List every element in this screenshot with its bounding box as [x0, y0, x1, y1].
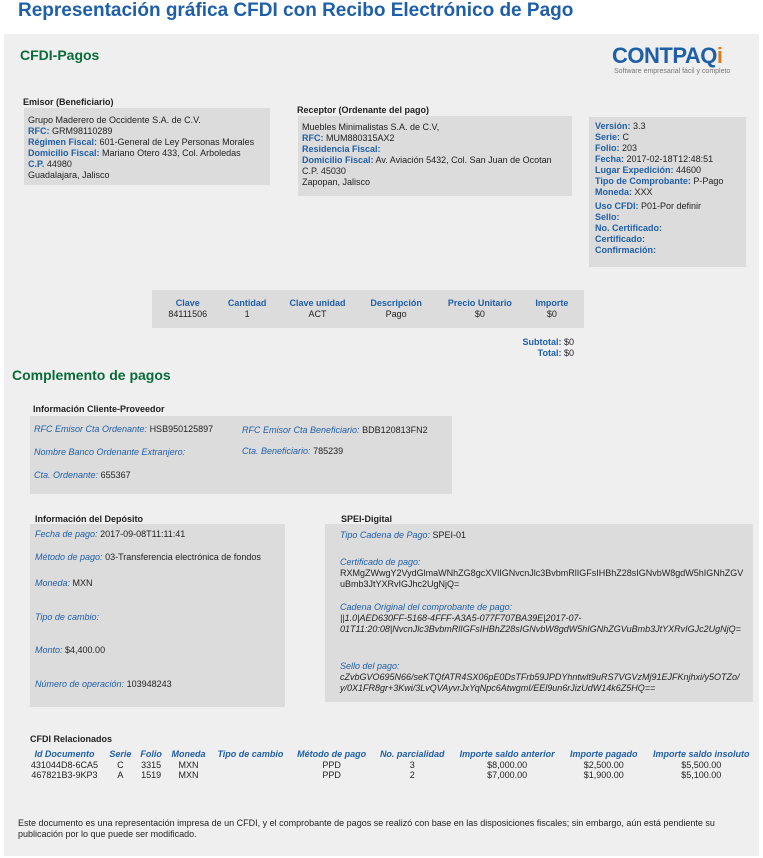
certificado-pago-line1: RXMgZWwgY2VydGlmaWNhZG8gcXVlIGNvcnJlc3BvbmRlIGFsIHBhZ28sIGNvbW8gdW5hIGNhZGV [340, 568, 744, 578]
col-clave: Clave [175, 298, 200, 308]
certificado-label: Certificado: [595, 234, 646, 244]
moneda-label: Moneda: [595, 187, 632, 197]
receptor-domicilio: Av. Aviación 5432, Col. San Juan de Ocotan [375, 155, 552, 165]
fecha-pago-label: Fecha de pago: [35, 529, 98, 539]
tipo-comprobante-label: Tipo de Comprobante: [595, 176, 691, 186]
cell: $5,100.00 [681, 770, 722, 780]
cell: $1,900.00 [583, 770, 624, 780]
metodo-pago-value: 03-Transferencia electrónica de fondos [105, 552, 261, 562]
rfc-beneficiario-label: RFC Emisor Cta Beneficiario: [242, 425, 360, 435]
deposito-box [30, 524, 285, 707]
logo-brand-i: i [716, 43, 723, 68]
sello-label: Sello: [595, 212, 620, 222]
emisor-box [24, 108, 270, 185]
col-precio-unitario: Precio Unitario [447, 298, 512, 308]
cell: 3 [409, 760, 415, 770]
confirmacion-label: Confirmación: [595, 245, 657, 255]
spei-heading: SPEI-Digital [341, 514, 393, 524]
numero-operacion-value: 103948243 [126, 679, 172, 689]
emisor-rfc-label: RFC: [28, 126, 50, 136]
conceptos-table [158, 298, 578, 320]
cfdi-heading: CFDI-Pagos [20, 47, 100, 63]
lugar-label: Lugar Expedición: [595, 165, 674, 175]
conceptos-header-row [158, 298, 578, 309]
receptor-domicilio-label: Domicilio Fiscal: [302, 155, 374, 165]
col-cantidad: Cantidad [227, 298, 267, 308]
numero-operacion-label: Número de operación: [35, 679, 125, 689]
col-importe-pagado: Importe pagado [570, 749, 638, 759]
receptor-cp: C.P. 45030 [302, 166, 346, 176]
col-tipo-cambio: Tipo de cambio [217, 749, 284, 759]
cliente-proveedor-heading: Información Cliente-Proveedor [33, 404, 165, 414]
emisor-heading: Emisor (Beneficiario) [23, 97, 114, 107]
fecha-label: Fecha: [595, 154, 625, 164]
col-no-parcialidad: No. parcialidad [379, 749, 445, 759]
receptor-residencia-label: Residencia Fiscal: [302, 144, 381, 154]
version-label: Versión: [595, 121, 631, 131]
col-folio: Folio [140, 749, 162, 759]
tipo-cambio-label: Tipo de cambio: [35, 612, 99, 622]
serie-value: C [622, 132, 630, 142]
relacionados-header-row [24, 749, 758, 760]
complemento-heading: Complemento de pagos [12, 367, 171, 383]
page-title: Representación gráfica CFDI con Recibo Electrónico de Pago [18, 0, 574, 21]
relacionados-table [24, 749, 758, 780]
cell: 467821B3-9KP3 [31, 770, 98, 780]
rfc-beneficiario-value: BDB120813FN2 [362, 425, 428, 435]
emisor-domicilio-label: Domicilio Fiscal: [28, 148, 100, 158]
cell: $8,000.00 [487, 760, 528, 770]
cta-beneficiario-value: 785239 [313, 446, 344, 456]
cell: $0 [474, 309, 485, 319]
cell: 84111506 [168, 309, 208, 319]
relacionados-wrapper [24, 749, 758, 780]
totals [504, 337, 574, 359]
cell: MXN [178, 760, 199, 770]
rfc-ordenante-label: RFC Emisor Cta Ordenante: [34, 424, 148, 434]
relacionados-heading: CFDI Relacionados [30, 734, 113, 744]
document-sheet [4, 34, 759, 856]
deposito-moneda-label: Moneda: [35, 578, 71, 588]
sello-pago-line1: cZvbGVO695N66/seKTQfATR4SX06pE0DsTFrb59JPDYhntwlt9uRS7VGVzMj91EJFKnjhxi/y5OTZo/ [340, 672, 740, 682]
cell: ACT [308, 309, 327, 319]
footer-note [18, 818, 748, 840]
cell: $2,500.00 [583, 760, 624, 770]
uso-cfdi-value: P01-Por definir [641, 201, 702, 211]
footer-line2: publicación por lo que puede ser modificado. [18, 829, 197, 839]
cta-ordenante-label: Cta. Ordenante: [34, 470, 99, 480]
cliente-proveedor-box [30, 416, 452, 494]
serie-label: Serie: [595, 132, 621, 142]
col-clave-unidad: Clave unidad [289, 298, 346, 308]
cell: 1519 [141, 770, 162, 780]
uso-cfdi-label: Uso CFDI: [595, 201, 639, 211]
contpaqi-logo [612, 44, 752, 75]
logo-tagline: Software empresarial fácil y completo [614, 68, 731, 75]
cell: MXN [178, 770, 199, 780]
spei-box [325, 524, 753, 702]
col-saldo-anterior: Importe saldo anterior [459, 749, 555, 759]
emisor-domicilio: Mariano Otero 433, Col. Arboledas [102, 148, 241, 158]
col-moneda: Moneda [171, 749, 206, 759]
cell [211, 770, 291, 780]
rfc-ordenante-value: HSB950125897 [149, 424, 214, 434]
emisor-regimen-label: Régimen Fiscal: [28, 137, 98, 147]
cadena-original-line1: ||1.0|AED630FF-5168-4FFF-A3A5-077F707BA39E|2017-07- [340, 613, 582, 623]
folio-label: Folio: [595, 143, 620, 153]
col-id-documento: Id Documento [34, 749, 95, 759]
emisor-rfc: GRM98110289 [52, 126, 113, 136]
comprobante-box [589, 117, 746, 267]
receptor-rfc-label: RFC: [302, 133, 324, 143]
no-certificado-label: No. Certificado: [595, 223, 663, 233]
emisor-city: Guadalajara, Jalisco [28, 170, 110, 180]
cell: PPD [322, 760, 341, 770]
metodo-pago-label: Método de pago: [35, 552, 103, 562]
logo-brand-text: CONTPAQ [612, 43, 717, 68]
deposito-moneda-value: MXN [72, 578, 93, 588]
certificado-pago-label: Certificado de pago: [340, 557, 421, 567]
cell: $7,000.00 [487, 770, 528, 780]
tipo-comprobante-value: P-Pago [693, 176, 724, 186]
fecha-value: 2017-02-18T12:48:51 [626, 154, 714, 164]
cell: $5,500.00 [681, 760, 722, 770]
table-row [158, 309, 578, 320]
monto-label: Monto: [35, 645, 63, 655]
tipo-cadena-label: Tipo Cadena de Pago: [340, 530, 430, 540]
cell: $0 [546, 309, 557, 319]
sello-pago-label: Sello del pago: [340, 661, 400, 671]
cell: C [117, 760, 124, 770]
col-metodo-pago: Método de pago [297, 749, 367, 759]
total-label: Total: [537, 348, 562, 358]
deposito-heading: Información del Depósito [35, 514, 144, 524]
table-row [24, 770, 758, 780]
cell: 1 [244, 309, 250, 319]
col-saldo-insoluto: Importe saldo insoluto [652, 749, 750, 759]
cell [211, 760, 291, 770]
total-value: $0 [563, 348, 574, 358]
cell: Pago [385, 309, 407, 319]
receptor-heading: Receptor (Ordenante del pago) [297, 105, 430, 115]
subtotal-value: $0 [563, 337, 574, 347]
cta-ordenante-value: 655367 [100, 470, 131, 480]
cadena-original-label: Cadena Original del comprobante de pago: [340, 602, 513, 612]
footer-line1: Este documento es una representación impresa de un CFDI, y el comprobante de pagos se realizó con base en las disposiciones fiscales; sin embargo, aún está pendiente su [18, 818, 715, 828]
moneda-value: XXX [634, 187, 653, 197]
emisor-cp: 44980 [46, 159, 72, 169]
cell: A [117, 770, 124, 780]
sello-pago-line2: y/0X1FR8gr+3Kwi/3LvQVAyvrJxYqNpc6AtwgmI/EEl9un6rJizUdW14k6Z5HQ== [340, 683, 656, 693]
cell: 2 [409, 770, 415, 780]
col-importe: Importe [535, 298, 569, 308]
col-serie: Serie [109, 749, 132, 759]
folio-value: 203 [622, 143, 638, 153]
receptor-name: Muebles Minimalistas S.A. de C.V, [302, 122, 440, 132]
emisor-cp-label: C.P. [28, 159, 45, 169]
cell: 3315 [141, 760, 162, 770]
certificado-pago-line2: uBmb3JtYXRvIGJhc2UgNjQ= [340, 579, 460, 589]
tipo-cadena-value: SPEI-01 [432, 530, 467, 540]
receptor-box [298, 116, 572, 196]
cell: PPD [322, 770, 341, 780]
receptor-rfc: MUM880315AX2 [326, 133, 395, 143]
monto-value: $4,400.00 [65, 645, 106, 655]
fecha-pago-value: 2017-09-08T11:11:41 [100, 529, 186, 539]
table-row [24, 760, 758, 770]
cell: 431044D8-6CA5 [30, 760, 98, 770]
version-value: 3.3 [633, 121, 646, 131]
conceptos-box [152, 290, 584, 328]
emisor-name: Grupo Maderero de Occidente S.A. de C.V. [28, 115, 201, 125]
col-descripcion: Descripción [370, 298, 422, 308]
receptor-city: Zapopan, Jalisco [302, 177, 371, 187]
emisor-regimen: 601-General de Ley Personas Morales [99, 137, 255, 147]
subtotal-label: Subtotal: [522, 337, 562, 347]
cta-beneficiario-label: Cta. Beneficiario: [242, 446, 311, 456]
lugar-value: 44600 [676, 165, 702, 175]
banco-ordenante-label: Nombre Banco Ordenante Extranjero: [34, 447, 186, 457]
cadena-original-line2: 01T11:20:08|NvcnJlc3BvbmRlIGFsIHBhZ28sIGNvbW8gdW5hIGNhZGVuBmb3JtYXRvIGJc2UgNjQ= [340, 624, 741, 634]
